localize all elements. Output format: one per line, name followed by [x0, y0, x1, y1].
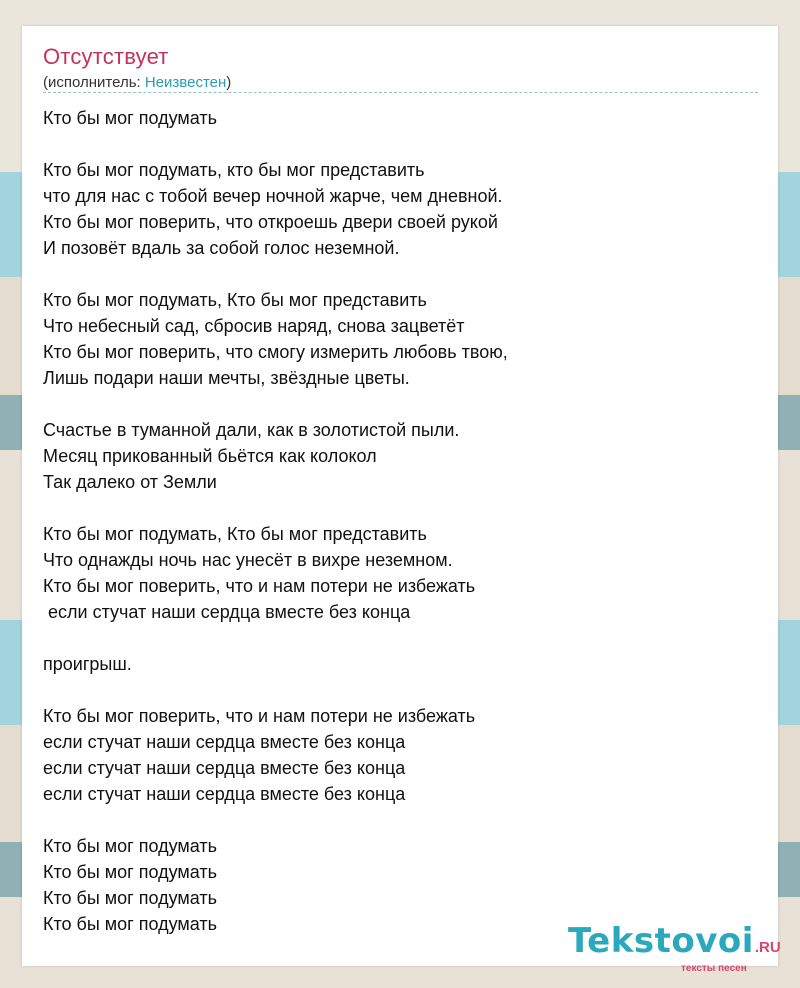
lyric-line: И позовёт вдаль за собой голос неземной.	[43, 238, 400, 258]
site-logo[interactable]	[568, 921, 781, 974]
lyric-line	[43, 677, 758, 703]
dashed-divider	[43, 92, 758, 93]
lyric-line: Так далеко от Земли	[43, 472, 217, 492]
logo-tagline: тексты песен	[681, 963, 747, 974]
lyric-line	[43, 807, 758, 833]
lyric-line: Счастье в туманной дали, как в золотистой пыли.	[43, 420, 460, 440]
lyric-line: Кто бы мог подумать	[43, 836, 218, 856]
artist-byline	[43, 74, 231, 91]
lyric-line	[43, 261, 758, 287]
lyrics-card	[22, 26, 781, 974]
lyric-line: Кто бы мог подумать	[43, 914, 218, 934]
lyric-line: Кто бы мог подумать	[43, 862, 218, 882]
lyric-line: Что небесный сад, сбросив наряд, снова зацветёт	[43, 316, 465, 336]
lyric-line: Кто бы мог подумать	[43, 108, 218, 128]
lyric-line: если стучат наши сердца вместе без конца	[43, 732, 406, 752]
artist-link[interactable]: Неизвестен	[144, 74, 227, 91]
lyric-line: если стучат наши сердца вместе без конца	[43, 602, 411, 622]
lyric-line: если стучат наши сердца вместе без конца	[43, 784, 406, 804]
logo-name: Tekstovoi	[568, 921, 754, 961]
lyric-line: Кто бы мог подумать, Кто бы мог представить	[43, 290, 427, 310]
lyric-line	[43, 625, 758, 651]
lyric-line: Кто бы мог поверить, что и нам потери не избежать	[43, 576, 476, 596]
lyric-line: что для нас с тобой вечер ночной жарче, чем дневной.	[43, 186, 503, 206]
byline-suffix: )	[226, 74, 232, 91]
byline-prefix: (исполнитель:	[43, 74, 145, 91]
lyric-line	[43, 131, 758, 157]
lyric-line: Кто бы мог поверить, что смогу измерить любовь твою,	[43, 342, 508, 362]
logo-tld: .RU	[754, 939, 781, 956]
lyric-line: если стучат наши сердца вместе без конца	[43, 758, 406, 778]
song-title: Отсутствует	[43, 44, 169, 69]
lyric-line: Кто бы мог подумать, Кто бы мог представить	[43, 524, 427, 544]
lyric-line: Кто бы мог подумать, кто бы мог представить	[43, 160, 425, 180]
lyric-line	[43, 495, 758, 521]
lyric-line: Лишь подари наши мечты, звёздные цветы.	[43, 368, 410, 388]
lyrics-text	[43, 105, 758, 937]
lyric-line: Кто бы мог поверить, что откроешь двери своей рукой	[43, 212, 498, 232]
lyric-line: Кто бы мог подумать	[43, 888, 218, 908]
lyric-line: Месяц прикованный бьётся как колокол	[43, 446, 377, 466]
lyric-line	[43, 391, 758, 417]
lyric-line: Что однажды ночь нас унесёт в вихре неземном.	[43, 550, 453, 570]
lyric-line: Кто бы мог поверить, что и нам потери не избежать	[43, 706, 476, 726]
lyric-line: проигрыш.	[43, 654, 132, 674]
